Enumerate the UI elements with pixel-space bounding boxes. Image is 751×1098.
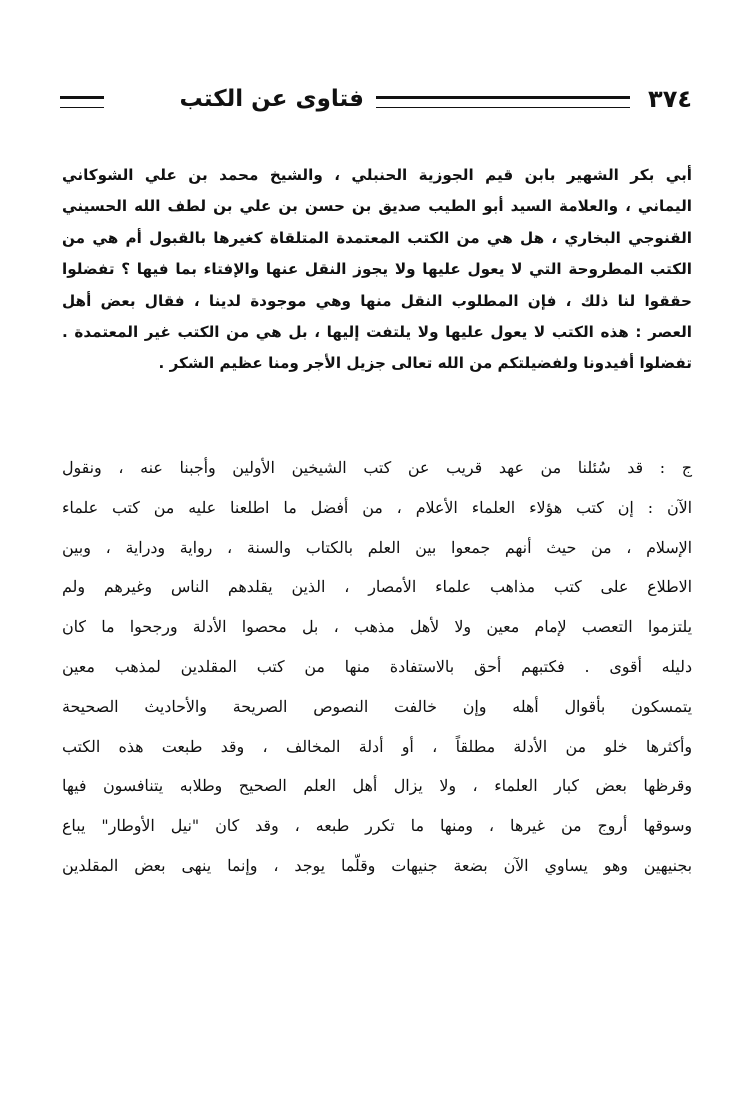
question-line: حققوا لنا ذلك ، فإن المطلوب النقل منها وهي موجودة لدينا ، فقال بعض أهل [62, 291, 692, 310]
header-rule-end [60, 96, 104, 108]
answer-line: وسوقها أروج من غيرها ، ومنها ما تكرر طبعه ، وقد كان "نيل الأوطار" يباع [62, 816, 692, 836]
page-header [60, 84, 692, 118]
answer-line: دليله أقوى . فكتبهم أحق بالاستفادة منها من كتب المقلدين لمذهب معين [62, 656, 692, 676]
question-paragraph [62, 160, 692, 380]
answer-line: الاطلاع على كتب مذاهب علماء الأمصار ، الذين يقلدهم الناس وغيرهم ولم [62, 577, 692, 597]
question-line: اليماني ، والعلامة السيد أبو الطيب صديق بن حسن بن علي بن لطف الله الحسيني [62, 197, 692, 216]
question-line: أبي بكر الشهير بابن قيم الجوزية الحنبلي ، والشيخ محمد بن علي الشوكاني [62, 166, 692, 184]
answer-line: وأكثرها خلو من الأدلة مطلقاً ، أو أدلة المخالف ، وقد طبعت هذه الكتب [62, 736, 692, 756]
question-line: تفضلوا أفيدونا ولفضيلتكم من الله تعالى جزيل الأجر ومنا عظيم الشكر . [158, 354, 692, 373]
question-line: الكتب المطروحة التي لا يعول عليها ولا يجوز النقل عنها والإفتاء بما فيها ؟ تفضلوا [62, 260, 692, 279]
question-line: العصر : هذه الكتب لا يعول عليها ولا يلتفت إليها ، بل هي من الكتب غير المعتمدة . [62, 323, 692, 342]
answer-line: يلتزموا التعصب لإمام معين ولا لأهل مذهب ، بل محصوا الأدلة ورجحوا ما كان [62, 617, 692, 637]
running-title: فتاوى عن الكتب [179, 86, 364, 112]
page-number: ٣٧٤ [648, 85, 692, 113]
answer-line: الإسلام ، من حيث أنهم جمعوا بين العلم بالكتاب والسنة ، رواية ودراية ، وبين [62, 537, 692, 557]
answer-line: ج : قد سُئلنا من عهد قريب عن كتب الشيخين الأولين وأجبنا عنه ، ونقول [62, 458, 692, 477]
answer-line: وقرظها بعض كبار العلماء ، ولا يزال أهل العلم الصحيح وطلابه يتنافسون فيها [62, 776, 692, 796]
answer-paragraph [62, 448, 692, 886]
answer-line: يتمسكون بأقوال أهله وإن خالفت النصوص الصريحة والأحاديث الصحيحة [62, 696, 692, 716]
answer-line: الآن : إن كتب هؤلاء العلماء الأعلام ، من أفضل ما اطلعنا عليه من كتب علماء [62, 497, 692, 517]
header-rule [376, 96, 630, 108]
answer-line: بجنيهين وهو يساوي الآن بضعة جنيهات وقلّما يوجد ، وإنما ينهى بعض المقلدين [62, 855, 692, 875]
question-line: القنوجي البخاري ، هل هي من الكتب المعتمدة المتلقاة كغيرها بالقبول أم هي من [62, 228, 692, 247]
